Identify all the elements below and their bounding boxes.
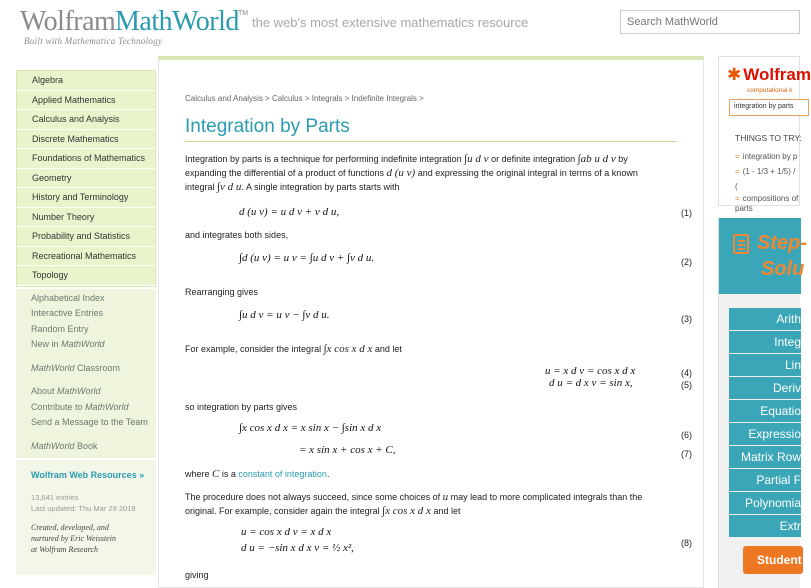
wolfram-web-resources-link[interactable]: Wolfram Web Resources »	[31, 470, 145, 480]
site-header	[0, 0, 800, 60]
logo-wolfram[interactable]: Wolfram	[20, 6, 116, 37]
equation-number-7: (7)	[681, 449, 692, 459]
equation-5: d u = d x v = sin x,	[549, 377, 633, 389]
topic-button-polynomials[interactable]: Polynomia	[729, 492, 801, 514]
step-title-line-2: Solu	[761, 258, 805, 280]
math-int-x-cos: ∫x cos x d x	[323, 343, 373, 355]
credit-line-2: nurtured by Eric Weisstein	[31, 534, 116, 543]
secondary-nav	[16, 289, 156, 459]
logo-built-with: Built with Mathematica Technology	[24, 36, 163, 46]
try-item[interactable]	[735, 164, 799, 194]
paragraph-procedure	[185, 490, 679, 518]
try-item-text: compositions of	[742, 194, 799, 203]
try-item-text: (1 - 1/3 + 1/5) / (	[735, 167, 796, 191]
intro-text-a: Integration by parts is a technique for performing indefinite integration	[185, 154, 465, 164]
step-by-step-header	[719, 218, 807, 294]
sidebar-link-new-in-mathworld[interactable]	[16, 337, 156, 353]
sidebar	[16, 70, 156, 588]
math-int-v-du: ∫v d u	[217, 181, 242, 193]
equation-number-6: (6)	[681, 430, 692, 440]
equation-number-3: (3)	[681, 314, 692, 324]
equation-3: ∫u d v = u v − ∫v d u.	[239, 309, 330, 321]
sidebar-item-foundations-of-mathematics[interactable]: Foundations of Mathematics	[17, 149, 155, 169]
intro-text-g: . A single integration by parts starts with	[241, 182, 400, 192]
bullet-icon: =	[735, 194, 740, 203]
intro-text-b: or definite integration	[488, 154, 578, 164]
nav-separator	[16, 376, 156, 384]
intro-text-e: and expressing the original integral in terms of a known	[415, 168, 638, 178]
page-title: Integration by Parts	[185, 116, 350, 137]
mathworld-word: MathWorld	[85, 401, 129, 412]
paragraph-rearranging: Rearranging gives	[185, 287, 259, 297]
sidebar-item-probability-and-statistics[interactable]: Probability and Statistics	[17, 227, 155, 247]
credit-line-1: Created, developed, and	[31, 523, 109, 532]
paragraph-example	[185, 342, 679, 356]
try-item[interactable]	[735, 194, 799, 214]
student-button[interactable]: Student	[743, 546, 803, 574]
sidebar-link-alphabetical-index[interactable]: Alphabetical Index	[31, 292, 105, 303]
book-suffix: Book	[74, 440, 98, 451]
topic-button-derivatives[interactable]: Deriv	[729, 377, 801, 399]
bullet-icon: =	[735, 152, 740, 161]
try-item[interactable]	[735, 149, 799, 164]
nav-separator	[16, 431, 156, 439]
intro-text-d: expanding the differential of a product of functions	[185, 168, 387, 178]
sidebar-link-mathworld-classroom[interactable]	[16, 361, 156, 377]
sidebar-link-mathworld-book[interactable]	[16, 439, 156, 455]
logo-mathworld[interactable]: MathWorld	[115, 6, 239, 37]
procedure-text-a: The procedure does not always succeed, since some choices of	[185, 492, 443, 502]
sidebar-item-discrete-mathematics[interactable]: Discrete Mathematics	[17, 130, 155, 150]
sidebar-item-topology[interactable]: Topology	[17, 266, 155, 286]
things-to-try-heading: THINGS TO TRY:	[735, 133, 802, 143]
sidebar-item-geometry[interactable]: Geometry	[17, 169, 155, 189]
equation-number-5: (5)	[681, 380, 692, 390]
procedure-text-b: may lead to more complicated integrals than the	[448, 492, 643, 502]
sidebar-item-algebra[interactable]: Algebra	[17, 71, 155, 91]
sidebar-item-history-and-terminology[interactable]: History and Terminology	[17, 188, 155, 208]
intro-text-c: by	[615, 154, 628, 164]
sidebar-item-recreational-mathematics[interactable]: Recreational Mathematics	[17, 247, 155, 267]
math-c: C	[212, 468, 220, 480]
logo-trademark: TM	[238, 10, 249, 17]
constant-text-c: .	[326, 469, 330, 479]
equation-1: d (u v) = u d v + v d u,	[239, 206, 340, 218]
wolfram-alpha-widget	[718, 56, 811, 213]
paragraph-so-integration: so integration by parts gives	[185, 402, 298, 412]
try-item-text-cont: parts	[735, 204, 753, 213]
topic-button-partial-fractions[interactable]: Partial F	[729, 469, 801, 491]
try-item-text: integration by p	[742, 152, 798, 161]
mathworld-word: MathWorld	[31, 440, 75, 451]
nav-separator	[16, 353, 156, 361]
sidebar-link-send-message[interactable]: Send a Message to the Team	[31, 417, 148, 427]
math-int-x-cos-2: ∫x cos x d x	[382, 505, 431, 517]
example-text-b: and let	[372, 344, 402, 354]
resources-box	[16, 460, 156, 575]
constant-of-integration-link[interactable]: constant of integration	[238, 469, 327, 479]
equation-6: ∫x cos x d x = x sin x − ∫sin x d x	[239, 422, 382, 434]
bullet-icon: =	[735, 167, 740, 176]
paragraph-integrate: and integrates both sides,	[185, 230, 289, 240]
equation-number-2: (2)	[681, 257, 692, 267]
new-in-prefix: New in	[31, 339, 62, 349]
wolfram-star-icon: ✱	[727, 65, 742, 84]
equation-8-line-2: d u = −sin x d x v = ½ x²,	[241, 542, 354, 554]
last-updated: Last updated: Thu Mar 29 2018	[31, 504, 136, 513]
equation-number-1: (1)	[681, 208, 692, 218]
search-input[interactable]	[620, 10, 800, 34]
sidebar-link-random-entry[interactable]: Random Entry	[31, 323, 89, 334]
topic-button-integrals[interactable]: Integ	[729, 331, 801, 353]
sidebar-link-interactive-entries[interactable]: Interactive Entries	[31, 308, 104, 318]
site-tagline: the web's most extensive mathematics resource	[252, 15, 529, 30]
alpha-logo-text: Wolfram	[743, 65, 811, 84]
topic-button-expressions[interactable]: Expressio	[729, 423, 801, 445]
paragraph-constant	[185, 467, 679, 481]
things-to-try-list	[735, 149, 799, 214]
sidebar-link-about-mathworld[interactable]	[16, 384, 156, 400]
equation-number-4: (4)	[681, 368, 692, 378]
title-divider	[185, 141, 677, 142]
right-column	[718, 56, 811, 588]
breadcrumb[interactable]: Calculus and Analysis > Calculus > Integrals > Indefinite Integrals >	[185, 94, 424, 103]
sidebar-link-contribute[interactable]	[16, 400, 156, 416]
math-definite-integral: ∫ab u d v	[577, 153, 616, 165]
math-u: u	[442, 491, 449, 503]
mathworld-word: MathWorld	[57, 386, 101, 396]
equation-7: = x sin x + cos x + C,	[299, 444, 396, 456]
procedure-text-c: original. For example, consider again the integral	[185, 506, 383, 516]
contribute-prefix: Contribute to	[31, 401, 86, 412]
equation-8-line-1: u = cos x d v = x d x	[241, 526, 332, 538]
topic-button-linear[interactable]: Lin	[729, 354, 801, 376]
math-indefinite-integral: ∫u d v	[464, 153, 489, 165]
topic-button-equations[interactable]: Equatio	[729, 400, 801, 422]
sidebar-item-number-theory[interactable]: Number Theory	[17, 208, 155, 228]
sidebar-item-applied-mathematics[interactable]: Applied Mathematics	[17, 91, 155, 111]
constant-text-b: is a	[219, 469, 239, 479]
category-nav	[16, 70, 156, 287]
topic-button-extrema[interactable]: Extr	[729, 515, 801, 537]
example-text-a: For example, consider the integral	[185, 344, 324, 354]
procedure-text-d: and let	[430, 506, 461, 516]
intro-text-f: integral	[185, 182, 218, 192]
step-title-line-1: Step-	[757, 232, 807, 254]
article-content	[158, 56, 704, 588]
classroom-suffix: Classroom	[74, 362, 121, 373]
math-d-uv: d (u v)	[386, 167, 416, 179]
paragraph-intro	[185, 152, 679, 194]
sidebar-item-calculus-and-analysis[interactable]: Calculus and Analysis	[17, 110, 155, 130]
about-prefix: About	[31, 386, 58, 396]
equation-4: u = x d v = cos x d x	[545, 365, 636, 377]
constant-text-a: where	[185, 469, 213, 479]
topic-button-arithmetic[interactable]: Arith	[729, 308, 801, 330]
credit-line-3: at Wolfram Research	[31, 545, 98, 554]
step-by-step-ad	[718, 218, 807, 588]
equation-2: ∫d (u v) = u v = ∫u d v + ∫v d u.	[239, 252, 375, 264]
alpha-subtitle: computational k	[747, 87, 793, 94]
mathworld-word: MathWorld	[31, 362, 75, 373]
equation-number-8: (8)	[681, 538, 692, 548]
clipboard-icon	[733, 234, 749, 254]
mathworld-word: MathWorld	[61, 339, 105, 349]
alpha-query-input[interactable]: integration by parts	[729, 99, 809, 116]
paragraph-giving: giving	[185, 570, 209, 580]
entry-count: 13,641 entries	[31, 493, 79, 502]
wolfram-alpha-logo[interactable]	[727, 65, 811, 85]
topic-button-matrix-row[interactable]: Matrix Row	[729, 446, 801, 468]
